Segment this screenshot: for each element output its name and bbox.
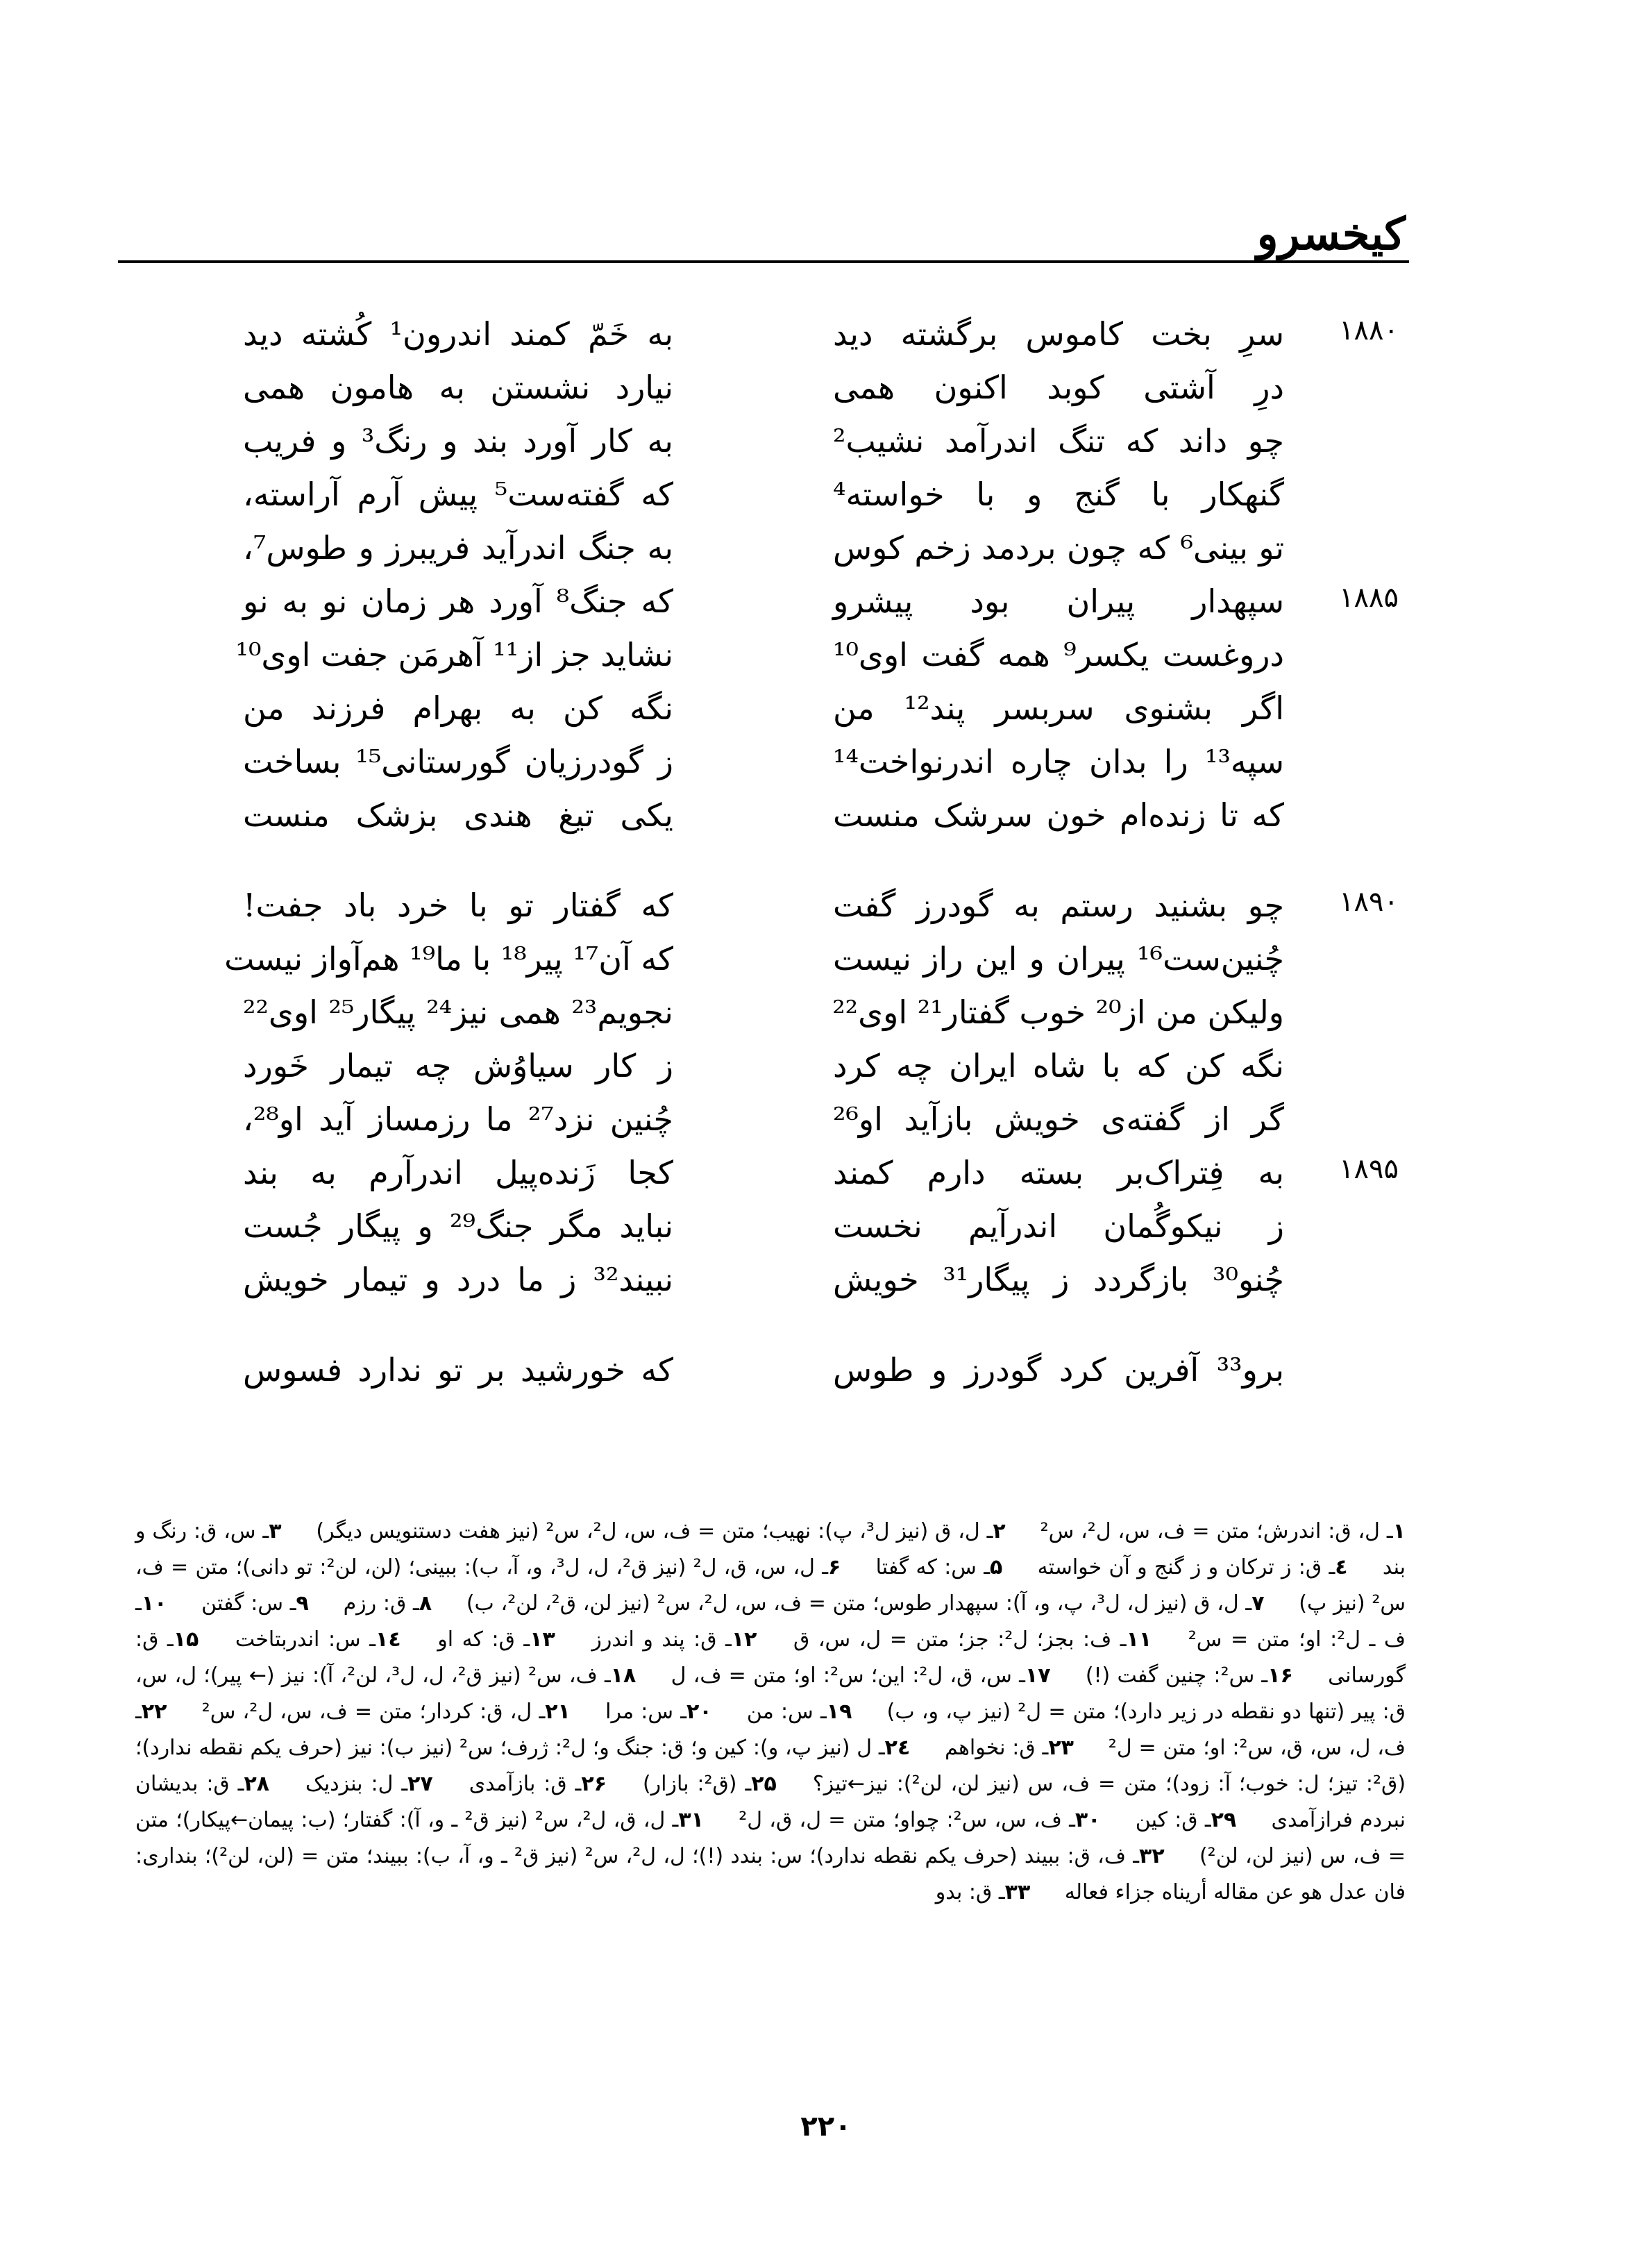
footnote-text: ـ س: که گفتا xyxy=(875,1555,990,1579)
footnote xyxy=(1038,1555,1348,1579)
verse-row xyxy=(0,630,1652,685)
verse-row xyxy=(0,523,1652,578)
hemistich-second: به خَمّ کمند اندرون¹ کُشته دید xyxy=(243,315,673,353)
footnote-number: ۱۲ xyxy=(731,1627,757,1652)
hemistich-second: نیارد نشستن به هامون همی xyxy=(243,369,673,406)
verse-row xyxy=(0,934,1652,989)
footnote-number: ۱۸ xyxy=(610,1663,637,1688)
footnote-number: ۷ xyxy=(1251,1591,1265,1616)
hemistich-first: به فِتراک‌بر بسته دارم کمند xyxy=(833,1154,1284,1191)
hemistich-first: گر از گفته‌ی خویش بازآید او²⁶ xyxy=(833,1100,1284,1138)
verse-number: ۱۸۹۰ xyxy=(1339,886,1399,918)
footnote-number: ۱۶ xyxy=(1267,1663,1293,1688)
verse-row xyxy=(0,987,1652,1043)
hemistich-first: تو بینی⁶ که چون بردمد زخم کوس xyxy=(833,529,1285,567)
footnote-text: ـ ق: رزم xyxy=(343,1591,419,1616)
footnote xyxy=(591,1627,757,1652)
footnote-number: ۲۸ xyxy=(244,1772,270,1796)
hemistich-first: نگه کن که با شاه ایران چه کرد xyxy=(833,1047,1284,1084)
footnote-text: ـ ف، س² (نیز ق²، ل، ل³، لن²، آ): نیز (← پیر)؛ ل، س، ق: پیر (تنها دو نقطه در زیر دارد)؛ متن = ل² (نیز پ، و، ب) xyxy=(135,1663,1406,1724)
footnote xyxy=(1086,1663,1293,1688)
hemistich-first: که تا زنده‌ام خون سرشک منست xyxy=(833,796,1284,834)
footnote xyxy=(437,1627,555,1652)
footnote-number: ۱۳ xyxy=(530,1627,555,1652)
footnote-text: ـ ق: کین xyxy=(1135,1808,1211,1832)
verse-row xyxy=(0,1148,1652,1203)
hemistich-second: که گفته‌ست⁵ پیش آرم آراسته، xyxy=(243,476,673,513)
hemistich-first: درِ آشتی کوبد اکنون همی xyxy=(833,369,1284,406)
footnote xyxy=(235,1627,401,1652)
footnote-number: ۱۷ xyxy=(1025,1663,1051,1688)
hemistich-second: چُنین نزد²⁷ ما رزمساز آید او²⁸، xyxy=(243,1100,673,1138)
footnote-text: ـ ل، ق (نیز ل، ل³، پ، و، آ): سپهدار طوس؛ متن = ف، س، ل²، س² (نیز لن، ق²، لن²، ب) xyxy=(466,1591,1252,1616)
hemistich-second: یکی تیغ هندی بزشک منست xyxy=(243,796,673,834)
hemistich-first: چُنین‌ست¹⁶ پیران و این راز نیست xyxy=(833,940,1284,978)
footnotes xyxy=(135,1514,1406,1911)
footnote-text: ـ (ق²: بازار) xyxy=(642,1772,752,1796)
hemistich-first: سپه¹³ را بدان چاره اندرنواخت¹⁴ xyxy=(833,743,1284,780)
footnote-text: ـ ف، ل، س، ق، س²: او؛ متن = ل² xyxy=(135,1700,1406,1760)
verse-row xyxy=(0,1201,1652,1257)
footnote-number: ۳۲ xyxy=(1139,1844,1165,1868)
footnote-text: ـ ق: ز ترکان و ز گنج و آن خواسته xyxy=(1037,1555,1335,1579)
running-title: کیخسرو xyxy=(1256,208,1406,260)
hemistich-first: برو³³ آفرین کرد گودرز و طوس xyxy=(833,1351,1284,1389)
footnote-number: ۳ xyxy=(269,1519,282,1543)
footnote xyxy=(305,1772,433,1796)
verse-row xyxy=(0,1345,1652,1400)
footnote-text: ـ ق: که او xyxy=(437,1627,530,1652)
footnote-number: ۱۱ xyxy=(1126,1627,1152,1652)
footnote-text: ـ ف: بجز؛ ل²: جز؛ متن = ل، س، ق xyxy=(793,1627,1127,1652)
footnote-number: ۲۲ xyxy=(141,1700,167,1724)
footnote-number: ۱٤ xyxy=(376,1627,401,1652)
footnote xyxy=(671,1663,1051,1688)
verse-row xyxy=(0,416,1652,471)
footnote-text: ـ س²: چنین گفت (!) xyxy=(1085,1663,1268,1688)
footnote-text: ـ ف، ق: ببیند (حرف یکم نقطه ندارد)؛ س: بندد (!)؛ ل، ل²، س² (نیز ق² ـ و، آ، ب): ببیند؛ متن = (لن، لن²)؛ بنداری: فان عدل هو عن مقاله أریناه جزاء فعاله xyxy=(135,1844,1406,1904)
footnote xyxy=(605,1700,712,1724)
footnote-text: ـ ق: نخواهم xyxy=(945,1736,1049,1760)
footnote-text: ـ ف ـ ل²: او؛ متن = س² xyxy=(135,1591,1406,1652)
footnote xyxy=(344,1591,432,1616)
hemistich-first: گنهکار با گنج و با خواسته⁴ xyxy=(833,476,1284,513)
hemistich-second: نشاید جز از¹¹ آهرمَن جفت اوی¹⁰ xyxy=(235,636,673,673)
footnote-number: ۲ xyxy=(993,1519,1006,1543)
verse-number: ۱۸۸۰ xyxy=(1339,315,1399,346)
footnote-number: ۱۹ xyxy=(826,1700,852,1724)
footnote-number: ٤ xyxy=(1335,1555,1348,1579)
footnote-text: ـ ل، س، ق، ل² (نیز ق²، ل، ل³، و، آ، ب): ببینی؛ (لن، لن²: تو دانی)؛ متن = ف، س² (نیز پ) xyxy=(135,1555,1406,1616)
footnote xyxy=(793,1627,1152,1652)
hemistich-first: دروغست یکسر⁹ همه گفت اوی¹⁰ xyxy=(833,636,1284,673)
footnote-number: ۵ xyxy=(989,1555,1003,1579)
verse-row xyxy=(0,469,1652,525)
footnote-text: ـ س: مرا xyxy=(605,1700,687,1724)
hemistich-second: به کار آورد بند و رنگ³ و فریب xyxy=(243,422,673,460)
footnote-number: ۹ xyxy=(296,1591,309,1616)
footnote-number: ۲۵ xyxy=(751,1772,777,1796)
hemistich-first: ز نیکوگُمان اندرآیم نخست xyxy=(833,1207,1284,1245)
footnote-number: ۲٤ xyxy=(884,1736,911,1760)
footnote-number: ۳۳ xyxy=(1004,1880,1031,1904)
footnote-text: ـ ق: پند و اندرز xyxy=(591,1627,732,1652)
footnote-number: ۲۰ xyxy=(686,1700,712,1724)
verse-row xyxy=(0,880,1652,936)
footnote-number: ۱ xyxy=(1392,1519,1406,1543)
footnote-text: ـ ل، ق: اندرش؛ متن = ف، س، ل²، س² xyxy=(1040,1519,1393,1543)
hemistich-first: چو بشنید رستم به گودرز گفت xyxy=(833,887,1284,924)
footnote-text: ـ س، ق، ل²: این؛ س²: او؛ متن = ف، ل xyxy=(671,1663,1025,1688)
hemistich-second: که آن¹⁷ پیر¹⁸ با ما¹⁹ هم‌آواز نیست xyxy=(224,940,673,978)
footnote-text: ـ ق: بازآمدی xyxy=(469,1772,582,1796)
footnote xyxy=(316,1519,1005,1543)
hemistich-first: سرِ بخت کاموس برگشته دید xyxy=(833,315,1284,353)
page-number: ۲۲۰ xyxy=(800,2111,852,2143)
footnote-number: ۱۵ xyxy=(173,1627,199,1652)
footnote xyxy=(469,1772,607,1796)
hemistich-second: که خورشید بر تو ندارد فسوس xyxy=(243,1351,673,1389)
verse-row xyxy=(0,1094,1652,1150)
hemistich-second: نجویم²³ همی نیز²⁴ پیگار²⁵ اوی²² xyxy=(243,994,673,1031)
hemistich-second: نبیند³² ز ما درد و تیمار خویش xyxy=(243,1261,673,1298)
verse-row xyxy=(0,683,1652,739)
verse-row xyxy=(0,1255,1652,1310)
verse-row xyxy=(0,737,1652,792)
footnote-text: ـ ف، س، س²: چواو؛ متن = ل، ق، ل² xyxy=(739,1808,1075,1832)
verse-row xyxy=(0,362,1652,418)
footnote xyxy=(466,1591,1265,1616)
footnote-text: ـ ق: بدو xyxy=(935,1880,1005,1904)
footnote xyxy=(876,1555,1003,1579)
footnote xyxy=(201,1591,309,1616)
hemistich-first: اگر بشنوی سربسر پند¹² من xyxy=(833,689,1284,727)
hemistich-first: سپهدار پیران بود پیشرو xyxy=(833,582,1284,620)
verse-number: ۱۸۹۵ xyxy=(1339,1153,1399,1185)
verse-row xyxy=(0,1041,1652,1096)
hemistich-second: ز گودرزیان گورستانی¹⁵ بساخت xyxy=(243,743,673,780)
footnote-text: ـ س: من xyxy=(746,1700,827,1724)
hemistich-second: که گفتار تو با خرد باد جفت! xyxy=(243,887,673,924)
footnote xyxy=(936,1880,1030,1904)
footnote-text: ـ ق: گورسانی xyxy=(135,1627,1406,1688)
footnote-text: ـ ق: بدیشان نبردم فرازآمدی xyxy=(135,1772,1406,1832)
verse-row xyxy=(0,309,1652,364)
footnote xyxy=(1040,1519,1406,1543)
hemistich-first: چُنو³⁰ بازگردد ز پیگار³¹ خویش xyxy=(833,1261,1284,1298)
footnote xyxy=(945,1736,1074,1760)
hemistich-second: به جنگ اندرآید فریبرز و طوس⁷، xyxy=(243,529,673,567)
footnote xyxy=(739,1808,1100,1832)
footnote-number: ۲۶ xyxy=(581,1772,607,1796)
footnote-text: ـ ل: بنزدیک xyxy=(305,1772,408,1796)
footnote-number: ۲۳ xyxy=(1048,1736,1074,1760)
footnote-text: ـ س: اندربتاخت xyxy=(235,1627,376,1652)
footnote-text: ـ ل (نیز پ، و): کین و؛ ق: جنگ و؛ ل²: ژرف؛ س² (نیز ب): نیز (حرف یکم نقطه ندارد)؛ (ق²: تیز؛ ل: خوب؛ آ: زود)؛ متن = ف، س (نیز لن، لن²): نیز←تیز؟ xyxy=(135,1736,1406,1796)
verse-number: ۱۸۸۵ xyxy=(1339,582,1399,614)
hemistich-first: ولیکن من از²⁰ خوب گفتار²¹ اوی²² xyxy=(832,994,1284,1031)
footnote xyxy=(747,1700,852,1724)
footnote-number: ۳۰ xyxy=(1074,1808,1101,1832)
hemistich-second: کجا زَنده‌پیل اندرآرم به بند xyxy=(243,1154,673,1191)
footnote xyxy=(202,1700,571,1724)
hemistich-first: چو داند که تنگ اندرآمد نشیب² xyxy=(833,422,1284,460)
verse-row xyxy=(0,576,1652,632)
verse-row xyxy=(0,790,1652,846)
footnote-number: ۲۷ xyxy=(407,1772,433,1796)
footnote-number: ۲۹ xyxy=(1211,1808,1237,1832)
footnote-text: ـ ل، ق (نیز ل³، پ): نهیب؛ متن = ف، س، ل²، س² (نیز هفت دستنویس دیگر) xyxy=(316,1519,993,1543)
footnote-text: ـ س، ق: رنگ و بند xyxy=(135,1519,1406,1579)
footnote-number: ۶ xyxy=(828,1555,841,1579)
hemistich-second: که جنگ⁸ آورد هر زمان نو به نو xyxy=(243,582,674,620)
hemistich-second: ز کار سیاوُش چه تیمار خَورد xyxy=(243,1047,673,1084)
footnote-number: ۱۰ xyxy=(141,1591,167,1616)
footnote xyxy=(1136,1808,1236,1832)
hemistich-second: نباید مگر جنگ²⁹ و پیگار جُست xyxy=(243,1207,673,1245)
footnote-text: ـ ل، ق، ل²، س² (نیز ق² ـ و، آ): گفتار؛ (ب: پیمان←پیکار)؛ متن = ف، س (نیز لن، لن²) xyxy=(135,1808,1406,1868)
header-rule xyxy=(118,260,1409,263)
footnote-number: ۸ xyxy=(419,1591,432,1616)
footnote-number: ۳۱ xyxy=(678,1808,704,1832)
footnote-text: ـ ل، ق: کردار؛ متن = ف، س، ل²، س² xyxy=(201,1700,546,1724)
hemistich-second: نگه کن به بهرام فرزند من xyxy=(243,689,673,727)
footnote-number: ۲۱ xyxy=(545,1700,571,1724)
footnote-text: ـ س: گفتن xyxy=(201,1591,296,1616)
footnote xyxy=(643,1772,777,1796)
